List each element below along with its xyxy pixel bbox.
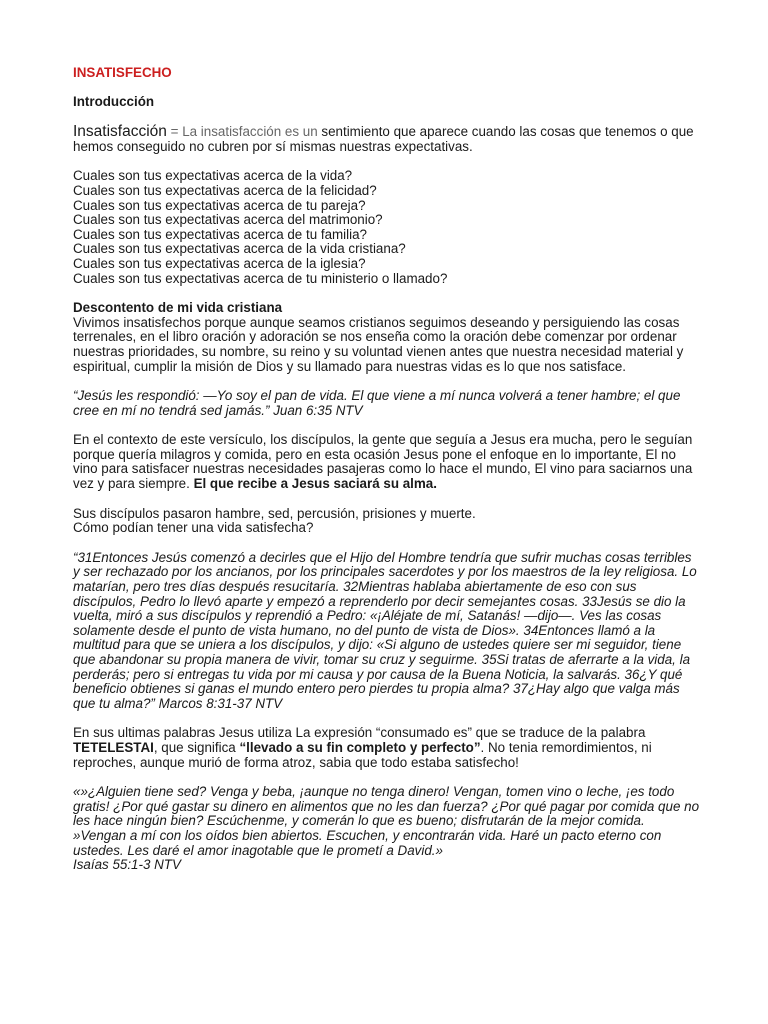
question-item: Cuales son tus expectativas acerca del matrimonio? bbox=[73, 212, 383, 228]
intro-definition bbox=[73, 125, 701, 154]
section2-heading: Descontento de mi vida cristiana bbox=[73, 300, 283, 316]
last-words-e: . No tenia remordimientos, ni reproches, aunque murió de forma atroz, sabia que todo estaba satisfecho! bbox=[73, 739, 652, 770]
disciples-line-1: Sus discípulos pasaron hambre, sed, percusión, prisiones y muerte. bbox=[73, 505, 476, 521]
intro-equals: = bbox=[166, 124, 183, 140]
disciples-line-2: Cómo podían tener una vida satisfecha? bbox=[73, 520, 314, 536]
section2-body: Vivimos insatisfechos porque aunque seamos cristianos seguimos deseando y persiguiendo las cosas terrenales, en el libro oración y adoración se nos enseña como la oración debe comenzar por ordenar nuestras prioridades, su nombre, su reino y su voluntad vienen antes que nuestra necesidad material y espiritual, cumplir la misión de Dios y su llamado para nuestras vidas es lo que nos satisface. bbox=[73, 314, 684, 374]
intro-term: Insatisfacción bbox=[73, 123, 167, 141]
question-item: Cuales son tus expectativas acerca de tu ministerio o llamado? bbox=[73, 270, 448, 286]
intro-gray-text: La insatisfacción es un bbox=[182, 124, 318, 140]
meaning-phrase: “llevado a su fin completo y perfecto” bbox=[239, 739, 481, 755]
context-bold: El que recibe a Jesus saciará su alma. bbox=[193, 476, 437, 492]
question-item: Cuales son tus expectativas acerca de la felicidad? bbox=[73, 182, 377, 198]
last-words-paragraph bbox=[73, 726, 701, 770]
quote-mark: “31Entonces Jesús comenzó a decirles que el Hijo del Hombre tendría que sufrir muchas cosas terribles y ser rechazado por los ancianos, por los principales sacerdotes y por los maestros de la ley religiosa. Lo matarían, pero tres días después resucitaría. 32Mientras hablaba abiertamente de eso con sus discípulos, Pedro lo llevó aparte y empezó a reprenderlo por decir semejantes cosas. 33Jesús se dio la vuelta, miró a sus discípulos y reprendió a Pedro: «¡Aléjate de mí, Satanás! —dijo—. Ves las cosas solamente desde el punto de vista humano, no del punto de vista de Dios». 34Entonces llamó a la multitud para que se uniera a los discípulos, y dijo: «Si alguno de ustedes quiere ser mi seguidor, tiene que abandonar su propia manera de vivir, tomar su cruz y seguirme. 35Si tratas de aferrarte a la vida, la perderás; pero si entregas tu vida por mi causa y por causa de la Buena Noticia, la salvarás. 36¿Y qué beneficio obtienes si ganas el mundo entero pero pierdes tu propia alma? 37¿Hay algo que valga más que tu alma?” Marcos 8:31-37 NTV bbox=[73, 549, 697, 711]
question-item: Cuales son tus expectativas acerca de la iglesia? bbox=[73, 255, 366, 271]
quote-isaiah: «»¿Alguien tiene sed? Venga y beba, ¡aunque no tenga dinero! Vengan, tomen vino o leche, ¡es todo gratis! ¿Por qué gastar su dinero en alimentos que no les dan fuerza? ¿Por qué pagar por comida que no les hace ningún bien? Escúchenme, y comerán lo que es bueno; disfrutarán de la mejor comida. »Vengan a mí con los oídos bien abiertos. Escuchen, y encontrarán vida. Haré un pacto eterno con ustedes. Les daré el amor inagotable que le prometí a David.» bbox=[73, 784, 700, 858]
question-item: Cuales son tus expectativas acerca de la vida? bbox=[73, 168, 353, 184]
quote-john: “Jesús les respondió: —Yo soy el pan de vida. El que viene a mí nunca volverá a tener hambre; el que cree en mí no tendrá sed jamás.” Juan 6:35 NTV bbox=[73, 388, 681, 418]
context-body: En el contexto de este versículo, los discípulos, la gente que seguía a Jesus era mucha, pero le seguían porque quería milagros y comida, pero en esta ocasión Jesus pone el enfoque en lo importante, El no vino para satisfacer nuestras necesidades pasajeras como lo hace el mundo, El vino para saciarnos una vez y para siempre. bbox=[73, 432, 693, 492]
question-item: Cuales son tus expectativas acerca de la vida cristiana? bbox=[73, 241, 406, 257]
intro-heading: Introducción bbox=[73, 93, 155, 109]
last-words-a: En sus ultimas palabras Jesus utiliza La expresión “consumado es” que se traduce de la palabra bbox=[73, 725, 646, 741]
question-item: Cuales son tus expectativas acerca de tu familia? bbox=[73, 226, 368, 242]
quote-isaiah-ref: Isaías 55:1-3 NTV bbox=[73, 857, 181, 873]
document-page bbox=[73, 66, 701, 873]
intro-rest-text: sentimiento que aparece cuando las cosas que tenemos o que hemos conseguido no cubren por sí mismas nuestras expectativas. bbox=[73, 124, 694, 154]
questions-list bbox=[73, 169, 701, 286]
last-words-c: , que significa bbox=[153, 739, 240, 755]
context-paragraph bbox=[73, 433, 701, 491]
tetelestai-term: TETELESTAI bbox=[73, 739, 154, 755]
document-title: INSATISFECHO bbox=[73, 65, 172, 80]
question-item: Cuales son tus expectativas acerca de tu pareja? bbox=[73, 197, 366, 213]
